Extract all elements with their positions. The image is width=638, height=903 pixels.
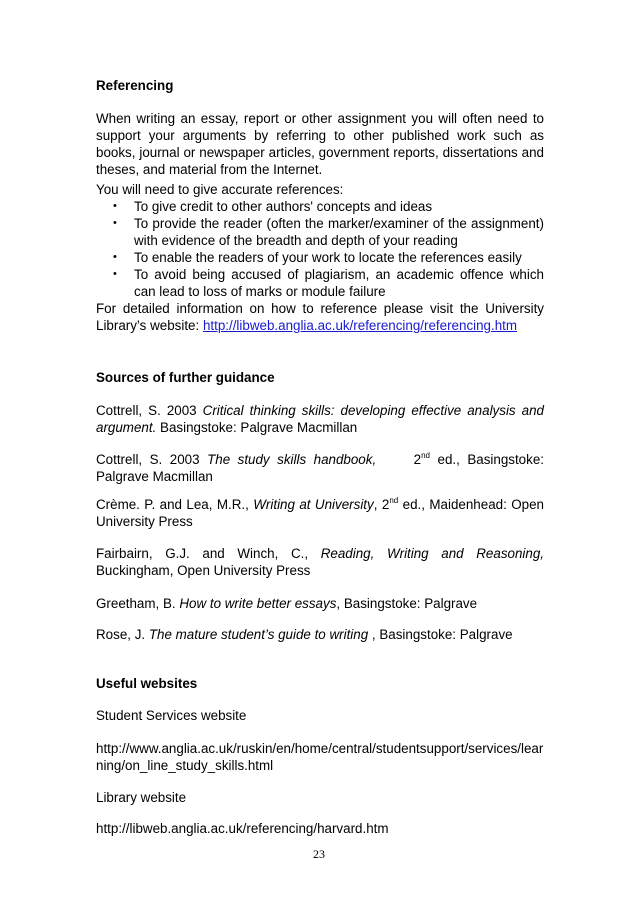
list-item	[96, 249, 544, 266]
ref-author: Cottrell, S. 2003	[96, 452, 208, 467]
ref-author: Cottrell, S. 2003	[96, 403, 203, 418]
bullet-icon: •	[113, 217, 117, 229]
referencing-bullet-list	[96, 198, 544, 300]
reference-entry	[96, 496, 544, 530]
list-item	[96, 266, 544, 300]
referencing-intro: When writing an essay, report or other assignment you will often need to support your arguments by referring to other published work such as books, journal or newspaper articles, government reports, dissertations and theses, and material from the Internet.	[96, 111, 544, 177]
list-item	[96, 215, 544, 249]
reference-entry	[96, 595, 544, 612]
referencing-detail	[96, 300, 544, 334]
bullet-text: To give credit to other authors' concepts and ideas	[134, 199, 433, 214]
website-url[interactable]: http://libweb.anglia.ac.uk/referencing/harvard.htm	[96, 821, 389, 836]
referencing-heading: Referencing	[96, 78, 174, 93]
bullet-text: To provide the reader (often the marker/examiner of the assignment) with evidence of the breadth and depth of your reading	[134, 216, 544, 248]
referencing-link[interactable]: http://libweb.anglia.ac.uk/referencing/referencing.htm	[202, 318, 518, 333]
bullet-text: To avoid being accused of plagiarism, an academic offence which can lead to loss of marks or module failure	[134, 267, 544, 299]
ref-title: The mature student’s guide to writing	[148, 627, 369, 642]
reference-entry	[96, 451, 544, 485]
reference-entry	[96, 402, 544, 436]
reference-entry	[96, 626, 544, 643]
ref-author: Greetham, B.	[96, 596, 180, 611]
detail-text: For detailed information on how to reference please visit the University Library’s website:	[96, 301, 544, 333]
ref-edition-suffix: nd	[421, 450, 430, 460]
ref-publisher: Buckingham, Open University Press	[96, 563, 311, 578]
ref-publisher: Basingstoke: Palgrave Macmillan	[156, 420, 358, 435]
ref-title: The study skills handbook,	[207, 452, 377, 467]
ref-publisher: ed., Basingstoke: Palgrave Macmillan	[96, 452, 544, 484]
sources-heading: Sources of further guidance	[96, 370, 275, 385]
ref-title: Reading, Writing and Reasoning,	[320, 546, 545, 561]
ref-title: How to write better essays	[179, 596, 337, 611]
ref-title: Critical thinking skills: developing effective analysis and argument.	[96, 403, 544, 435]
website-label: Library website	[96, 790, 187, 805]
reference-entry	[96, 545, 544, 579]
ref-publisher: , Basingstoke: Palgrave	[368, 627, 513, 642]
ref-publisher: , Basingstoke: Palgrave	[336, 596, 478, 611]
ref-author: Rose, J.	[96, 627, 149, 642]
ref-edition: 2	[381, 497, 390, 512]
ref-author: Crème. P. and Lea, M.R.,	[96, 497, 254, 512]
website-url[interactable]: http://www.anglia.ac.uk/ruskin/en/home/central/studentsupport/services/learning/on_line_study_skills.html	[96, 741, 544, 773]
referencing-lead: You will need to give accurate references:	[96, 182, 344, 197]
website-label: Student Services website	[96, 708, 247, 723]
ref-edition: 2	[413, 452, 422, 467]
ref-publisher: ed., Maidenhead: Open University Press	[96, 497, 544, 529]
ref-title: Writing at University	[253, 497, 374, 512]
ref-edition-suffix: nd	[389, 495, 399, 505]
websites-heading: Useful websites	[96, 676, 198, 691]
ref-separator: ,	[373, 497, 382, 512]
bullet-icon: •	[113, 251, 117, 263]
bullet-icon: •	[113, 268, 117, 280]
page-number: 23	[313, 847, 325, 861]
list-item	[96, 198, 544, 215]
bullet-icon: •	[113, 200, 117, 212]
ref-author: Fairbairn, G.J. and Winch, C.,	[96, 546, 321, 561]
bullet-text: To enable the readers of your work to locate the references easily	[134, 250, 522, 265]
